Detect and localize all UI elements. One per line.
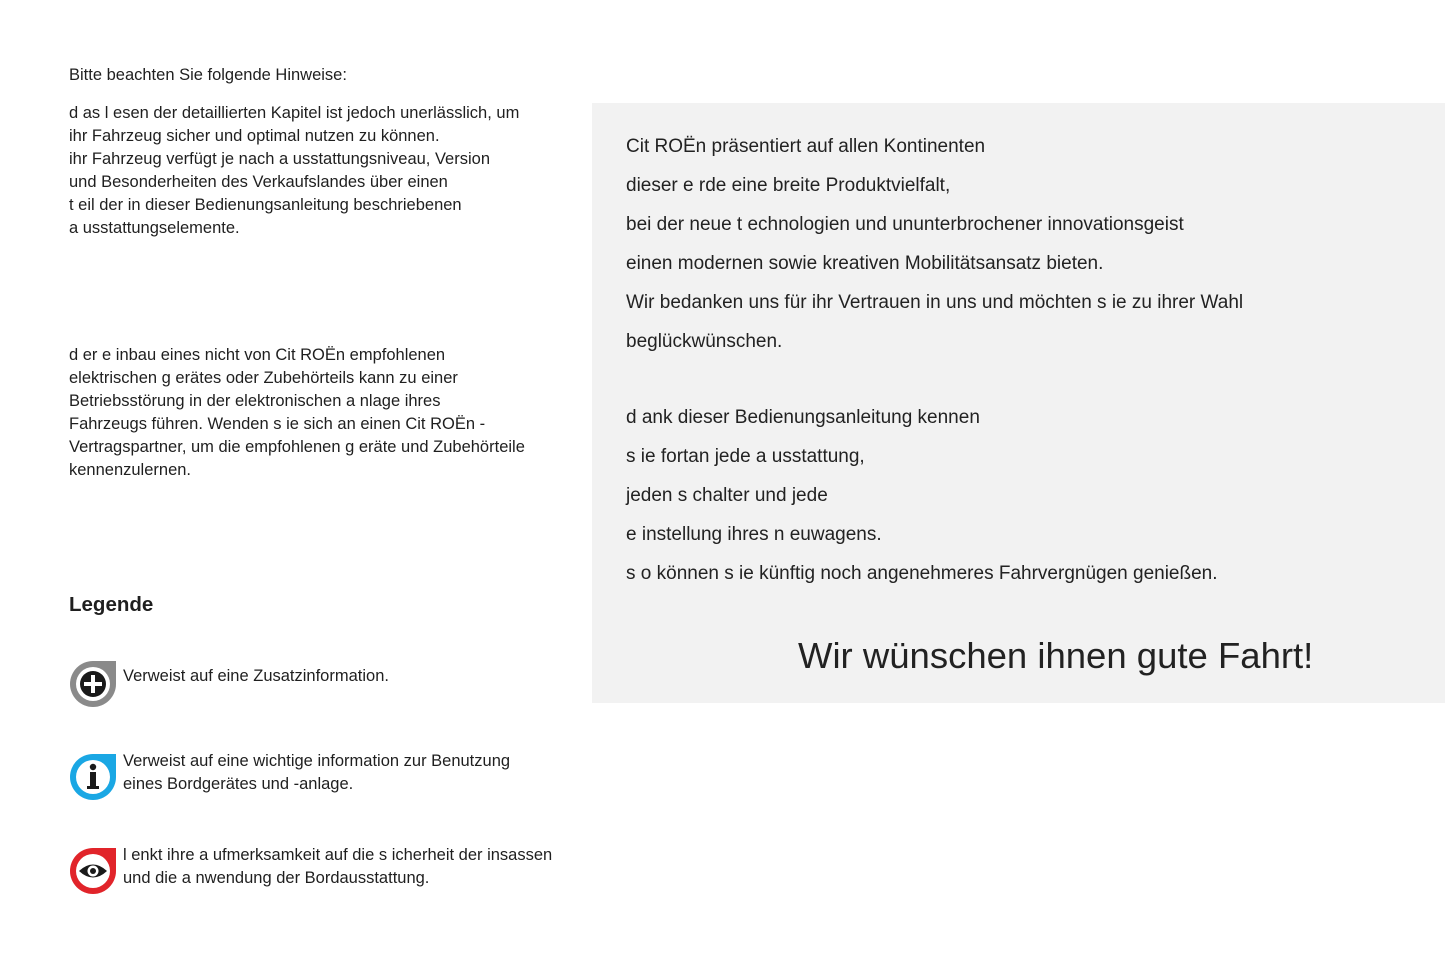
closing-greeting: Wir wünschen ihnen gute Fahrt! xyxy=(798,635,1314,676)
text-line: Vertragspartner, um die empfohlenen g eräte und Zubehörteile xyxy=(69,438,525,456)
welcome-line: beglückwünschen. xyxy=(626,331,783,352)
text-line: a usstattungselemente. xyxy=(69,219,240,237)
welcome-panel xyxy=(592,103,1445,703)
manual-reading-note xyxy=(69,102,579,240)
text-line: kennenzulernen. xyxy=(69,461,192,479)
text-line: d er e inbau eines nicht von Cit ROËn empfohlenen xyxy=(69,346,446,364)
welcome-line: Wir bedanken uns für ihr Vertrauen in uns und möchten s ie zu ihrer Wahl xyxy=(626,292,1244,313)
text-line: d as l esen der detaillierten Kapitel ist jedoch unerlässlich, um xyxy=(69,104,520,122)
info-icon xyxy=(68,752,118,802)
legend-line: eines Bordgerätes und -anlage. xyxy=(123,775,354,793)
accessory-warning-note xyxy=(69,344,579,482)
text-line: und Besonderheiten des Verkaufslandes über einen xyxy=(69,173,448,191)
text-line: ihr Fahrzeug verfügt je nach a usstattungsniveau, Version xyxy=(69,150,490,168)
welcome-line: e instellung ihres n euwagens. xyxy=(626,524,882,545)
legend-line: Verweist auf eine wichtige information zur Benutzung xyxy=(123,752,511,770)
text-line: t eil der in dieser Bedienungsanleitung beschriebenen xyxy=(69,196,462,214)
legend-text xyxy=(123,665,389,688)
text-line: Betriebsstörung in der elektronischen a nlage ihres xyxy=(69,392,441,410)
welcome-line: dieser e rde eine breite Produktvielfalt, xyxy=(626,175,951,196)
legend-line: und die a nwendung der Bordausstattung. xyxy=(123,869,430,887)
eye-icon xyxy=(68,846,118,896)
welcome-line: d ank dieser Bedienungsanleitung kennen xyxy=(626,407,980,428)
plus-icon xyxy=(68,659,118,709)
legend-text xyxy=(123,844,552,890)
legend-line: l enkt ihre a ufmerksamkeit auf die s icherheit der insassen xyxy=(123,846,553,864)
welcome-line: einen modernen sowie kreativen Mobilitätsansatz bieten. xyxy=(626,253,1104,274)
welcome-line: Cit ROËn präsentiert auf allen Kontinenten xyxy=(626,136,986,157)
legend-item-safety xyxy=(68,846,588,900)
legend-item-important-info xyxy=(68,752,588,806)
welcome-line: bei der neue t echnologien und ununterbrochener innovationsgeist xyxy=(626,214,1184,235)
text-line: elektrischen g erätes oder Zubehörteils kann zu einer xyxy=(69,369,458,387)
text-line: Fahrzeugs führen. Wenden s ie sich an einen Cit ROËn - xyxy=(69,415,486,433)
legend-title: Legende xyxy=(69,593,154,616)
welcome-line: s o können s ie künftig noch angenehmeres Fahrvergnügen genießen. xyxy=(626,563,1218,584)
intro-heading: Bitte beachten Sie folgende Hinweise: xyxy=(69,66,347,84)
welcome-line: jeden s chalter und jede xyxy=(626,485,828,506)
legend-item-additional-info xyxy=(68,659,588,713)
text-line: ihr Fahrzeug sicher und optimal nutzen zu können. xyxy=(69,127,440,145)
legend-line: Verweist auf eine Zusatzinformation. xyxy=(123,667,389,685)
legend-text xyxy=(123,750,510,796)
welcome-line: s ie fortan jede a usstattung, xyxy=(626,446,865,467)
